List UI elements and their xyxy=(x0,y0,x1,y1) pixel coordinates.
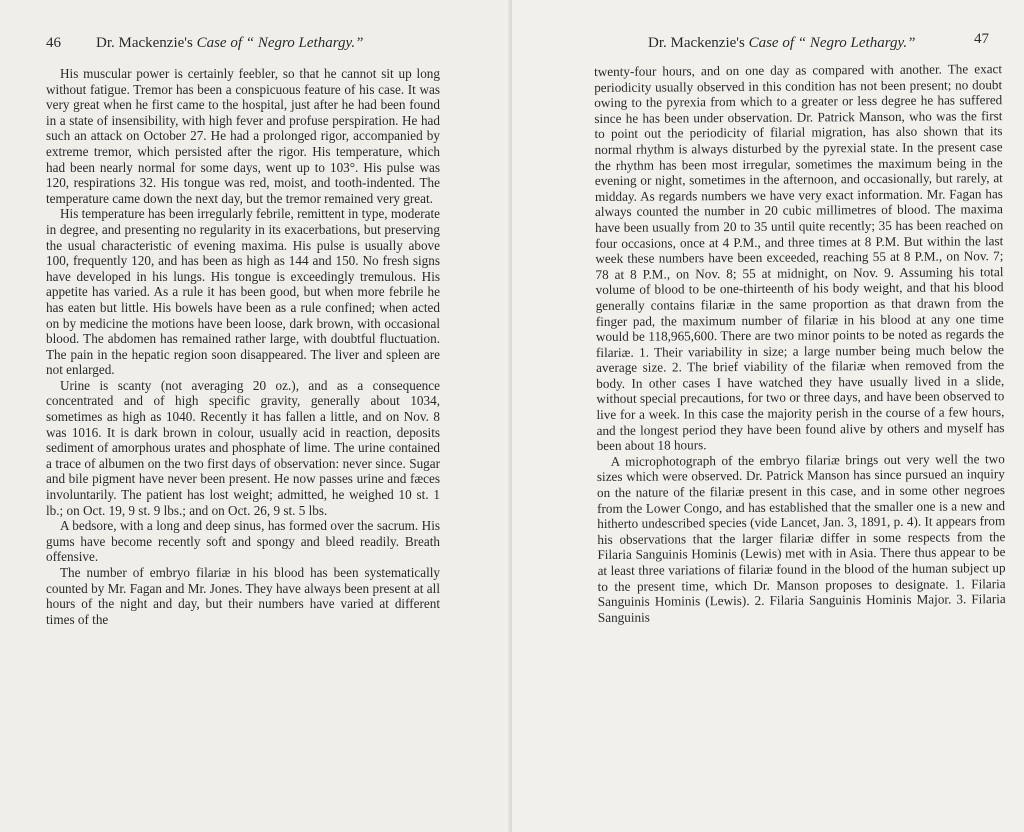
left-paragraph-4: A bedsore, with a long and deep sinus, has formed over the sacrum. His gums have become recently soft and spongy and bleed readily. Breath offensive. xyxy=(46,518,440,565)
left-header-italic: Case of “ Negro Lethargy.” xyxy=(196,35,364,51)
right-header-title xyxy=(648,34,915,52)
right-header-italic: Case of “ Negro Lethargy.” xyxy=(748,35,916,51)
right-paragraph-1: twenty-four hours, and on one day as compared with another. The exact periodicity usually observed in this condition has not been present; no doubt owing to the pyrexia from which to a greater or less degree he has suffered since he has been under observation. Dr. Patrick Manson, who was the first to point out the periodicity of filarial migration, has also shown that its normal rhythm is always disturbed by the pyrexial state. In the present case the rhythm has been most irregular, sometimes the maximum being in the evening or night, sometimes in the afternoon, and occasionally, but rarely, at midday. As regards numbers we have very exact information. Mr. Fagan has always counted the number in 20 cubic millimetres of blood. The maxima have been usually from 20 to 35 until quite recently; 35 has been reached on four occasions, once at 4 P.M., and three times at 8 P.M. But within the last week these numbers have been exceeded, reaching 55 at 8 P.M., on Nov. 7; 78 at 8 P.M., on Nov. 8; 55 at midnight, on Nov. 9. Assuming his total volume of blood to be one-thirteenth of his body weight, and that his blood generally contains filariæ in the same proportion as that drawn from the finger pad, the maximum number of filariæ in his blood at any one time would be 118,965,600. There are two minor points to be noted as regards the filariæ. 1. Their variability in size; a large number being much below the average size. 2. The brief viability of the filariæ when removed from the body. In other cases I have watched they have usually lived in a slide, without special precautions, for two or three days, and have been observed to live for a week. In this case the majority perish in the course of a few hours, and the longest period they have been found alive by others and myself has been about 18 hours. xyxy=(594,61,1005,454)
left-body-text xyxy=(46,66,440,627)
left-header-title xyxy=(96,34,363,52)
right-page xyxy=(512,0,1024,832)
right-page-number: 47 xyxy=(974,31,989,47)
left-page-number: 46 xyxy=(46,35,61,51)
right-body-text xyxy=(594,61,1006,625)
left-paragraph-2: His temperature has been irregularly febrile, remittent in type, moderate in degree, and presenting no regularity in its exacerbations, but preserving the usual characteristic of evening maxima. His pulse is usually above 100, frequently 120, and has been as high as 144 and 150. No fresh signs have developed in his lungs. His tongue is exceedingly tremulous. His appetite has varied. As a rule it has been good, but when more febrile he has eaten but little. His bowels have been as a rule confined; when acted on by medicine the motions have been loose, dark brown, with occasional blood. The abdomen has remained rather large, with doubtful fluctuation. The pain in the hepatic region soon disappeared. The liver and spleen are not enlarged. xyxy=(46,206,440,378)
right-paragraph-2: A microphotograph of the embryo filariæ brings out very well the two sizes which were observed. Dr. Patrick Manson has since pursued an inquiry on the nature of the filariæ present in this case, and in some other negroes from the Lower Congo, and has established that the smaller one is a new and hitherto undescribed species (vide Lancet, Jan. 3, 1891, p. 4). It appears from his observations that the larger filariæ differ in some respects from the Filaria Sanguinis Hominis (Lewis) met with in Asia. There thus appear to be at least three variations of filariæ found in the blood of the human subject up to the present time, which Dr. Manson proposes to designate. 1. Filaria Sanguinis Hominis (Lewis). 2. Filaria Sanguinis Hominis Major. 3. Filaria Sanguinis xyxy=(596,450,1006,625)
left-paragraph-3: Urine is scanty (not averaging 20 oz.), and as a consequence concentrated and of high specific gravity, generally about 1034, sometimes as high as 1040. Recently it has fallen a little, and on Nov. 8 was 1016. It is dark brown in colour, usually acid in reaction, deposits sediment of amorphous urates and phosphate of lime. The urine contained a trace of albumen on the two first days of observation: never since. Sugar and bile pigment have never been present. He now passes urine and fæces involuntarily. The patient has lost weight; admitted, he weighed 10 st. 1 lb.; on Oct. 19, 9 st. 9 lbs.; and on Oct. 26, 9 st. 5 lbs. xyxy=(46,377,440,518)
left-paragraph-1: His muscular power is certainly feebler, so that he cannot sit up long without fatigue. Tremor has been a conspicuous feature of his case. It was very great when he first came to the hospital, just after he had been found in a state of insensibility, with high fever and profuse perspiration. He had such an attack on October 27. He had a prolonged rigor, accompanied by extreme tremor, which persisted after the rigor. His temperature, which had been nearly normal for some days, went up to 103°. His pulse was 120, respirations 32. His tongue was red, moist, and tooth-indented. The temperature came down the next day, but the tremor remained very great. xyxy=(46,66,440,206)
left-paragraph-5: The number of embryo filariæ in his blood has been systematically counted by Mr. Fagan and Mr. Jones. They have always been present at all hours of the night and day, but their numbers have varied at different times of the xyxy=(46,565,440,627)
left-header-prefix: Dr. Mackenzie's xyxy=(96,35,197,51)
right-header-prefix: Dr. Mackenzie's xyxy=(648,35,749,51)
